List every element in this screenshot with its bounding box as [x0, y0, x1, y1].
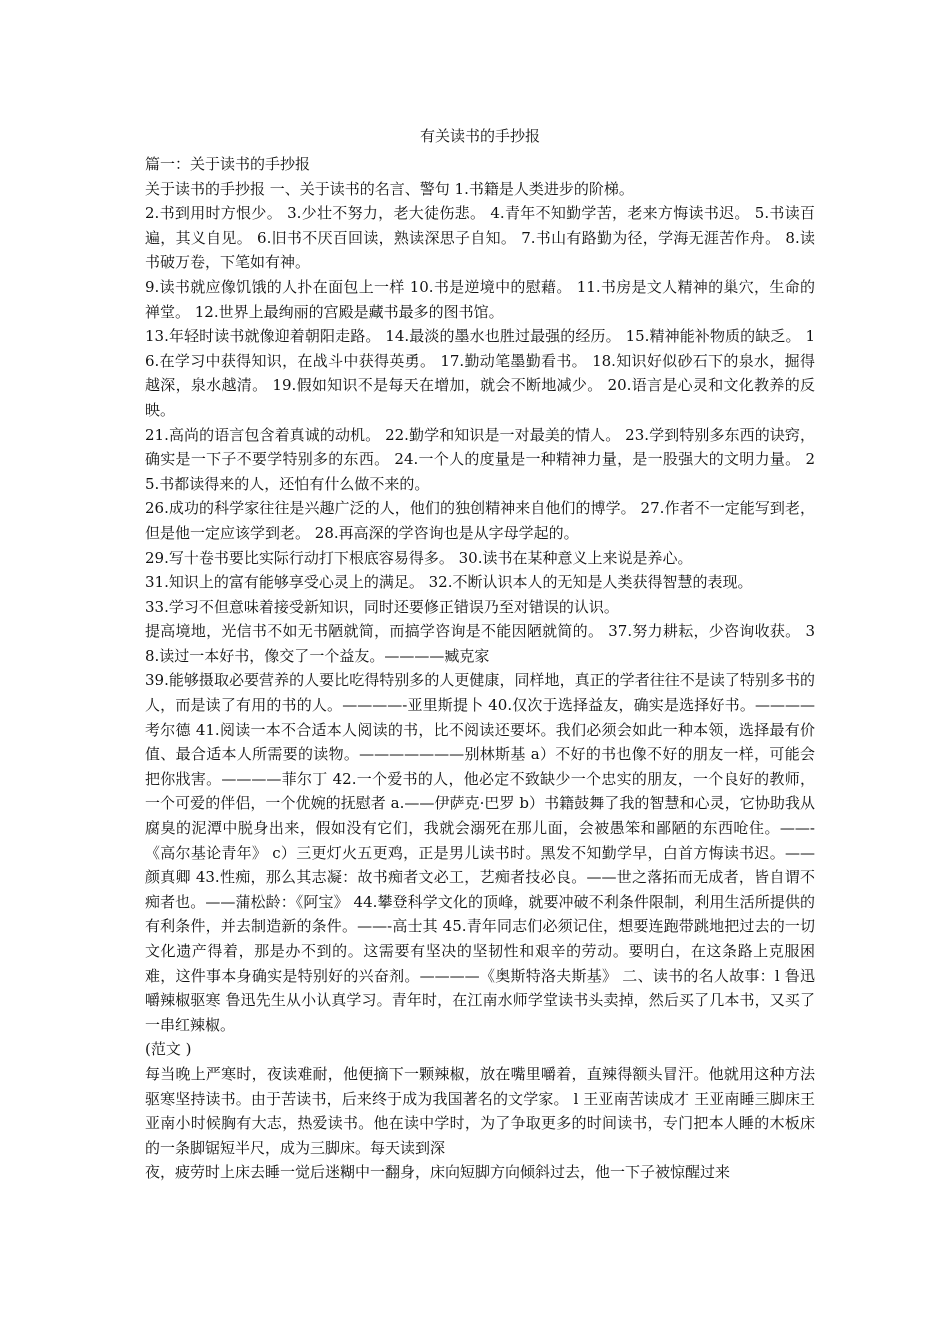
document-page	[145, 124, 815, 1185]
paragraph-quotes-9-12: 9.读书就应像饥饿的人扑在面包上一样 10.书是逆境中的慰藉。 11.书房是文人精神的巢穴，生命的禅堂。 12.世界上最绚丽的宫殿是藏书最多的图书馆。	[145, 277, 815, 321]
paragraph-quotes-39-45: 39.能够摄取必要营养的人要比吃得特别多的人更健康，同样地，真正的学者往往不是读了特别多书的人，而是读了有用的书的人。————-亚里斯提卜 40.仅次于选择益友，确实是选择好书。————考尔德 41.阅读一本不合适本人阅读的书，比不阅读还要坏。我们必须会如此一种本领，选择最有价值、最合适本人所需要的读物。———————别林斯基 a）不好的书也像不好的朋友一样，可能会把你戕害。————菲尔丁 42.一个爱书的人，他必定不致缺少一个忠实的朋友，一个良好的教师，一个可爱的伴侣，一个优婉的抚慰者 a.——伊萨克·巴罗 b）书籍鼓舞了我的智慧和心灵，它协助我从腐臭的泥潭中脱身出来，假如没有它们，我就会溺死在那儿面，会被愚笨和鄙陋的东西呛住。——-《高尔基论青年》 c）三更灯火五更鸡，正是男儿读书时。黑发不知勤学早，白首方悔读书迟。——颜真卿 43.性痴，那么其志凝：故书痴者文必工，艺痴者技必良。——世之落拓而无成者，皆自谓不痴者也。——蒲松龄：《阿宝》 44.攀登科学文化的顶峰，就要冲破不利条件限制，利用生活所提供的有利条件，并去制造新的条件。——-高士其 45.青年同志们必须记住，想要连跑带跳地把过去的一切文化遗产得着，那是办不到的。这需要有坚决的坚韧性和艰辛的劳动。要明白，在这条路上克服困难，这件事本身确实是特别好的兴奋剂。————《奥斯特洛夫斯基》 二、读书的名人故事：l 鲁迅嚼辣椒驱寒 鲁迅先生从小认真学习。青年时，在江南水师学堂读书头卖掉，然后买了几本书，又买了一串红辣椒。	[145, 671, 815, 1034]
paragraph-quotes-31-32: 31.知识上的富有能够享受心灵上的满足。 32.不断认识本人的无知是人类获得智慧的表现。	[145, 573, 753, 592]
paragraph-quotes-13-20: 13.年轻时读书就像迎着朝阳走路。 14.最淡的墨水也胜过最强的经历。 15.精神能补物质的缺乏。 16.在学习中获得知识，在战斗中获得英勇。 17.勤动笔墨勤看书。 18.知识好似砂石下的泉水，掘得越深，泉水越清。 19.假如知识不是每天在增加，就会不断地减少。 20.语言是心灵和文化教养的反映。	[145, 327, 815, 419]
paragraph-quotes-21-25: 21.高尚的语言包含着真诚的动机。 22.勤学和知识是一对最美的情人。 23.学到特别多东西的诀窍，确实是一下子不要学特别多的东西。 24.一个人的度量是一种精神力量，是一股强大的文明力量。 25.书都读得来的人，还怕有什么做不来的。	[145, 425, 815, 493]
paragraph-quotes-29-30: 29.写十卷书要比实际行动打下根底容易得多。 30.读书在某种意义上来说是养心。	[145, 548, 693, 567]
paragraph-quote-33: 33.学习不但意味着接受新知识，同时还要修正错误乃至对错误的认识。	[145, 597, 619, 616]
paragraph-section-heading: 篇一：关于读书的手抄报	[145, 155, 311, 173]
paragraph-story: 每当晚上严寒时，夜读难耐，他便摘下一颗辣椒，放在嘴里嚼着，直辣得额头冒汗。他就用这种方法驱寒坚持读书。由于苦读书，后来终于成为我国著名的文学家。 l 王亚南苦读成才 王亚南睡三脚床王亚南小时候胸有大志，热爱读书。他在读中学时，为了争取更多的时间读书，专门把本人睡的木板床的一条脚锯短半尺，成为三脚床。每天读到深	[145, 1064, 815, 1157]
paragraph-story-end: 夜，疲劳时上床去睡一觉后迷糊中一翻身，床向短脚方向倾斜过去，他一下子被惊醒过来	[145, 1163, 731, 1182]
paragraph-quotes-2-8: 2.书到用时方恨少。 3.少壮不努力，老大徒伤悲。 4.青年不知勤学苦，老来方悔读书迟。 5.书读百遍，其义自见。 6.旧书不厌百回读，熟读深思子自知。 7.书山有路勤为径，学海无涯苦作舟。 8.读书破万卷，下笔如有神。	[145, 204, 815, 272]
paragraph-intro: 关于读书的手抄报 一、关于读书的名言、警句 1.书籍是人类进步的阶梯。	[145, 179, 634, 198]
paragraph-quotes-36-38: 提高境地，光信书不如无书陋就简，而搞学咨询是不能因陋就简的。 37.努力耕耘，少咨询收获。 38.读过一本好书，像交了一个益友。————臧克家	[145, 622, 815, 665]
paragraph-quotes-26-28: 26.成功的科学家往往是兴趣广泛的人，他们的独创精神来自他们的博学。 27.作者不一定能写到老，但是他一定应该学到老。 28.再高深的学咨询也是从字母学起的。	[145, 499, 815, 542]
paragraph-sample-label: (范文 )	[145, 1040, 192, 1059]
document-title: 有关读书的手抄报	[419, 127, 540, 145]
